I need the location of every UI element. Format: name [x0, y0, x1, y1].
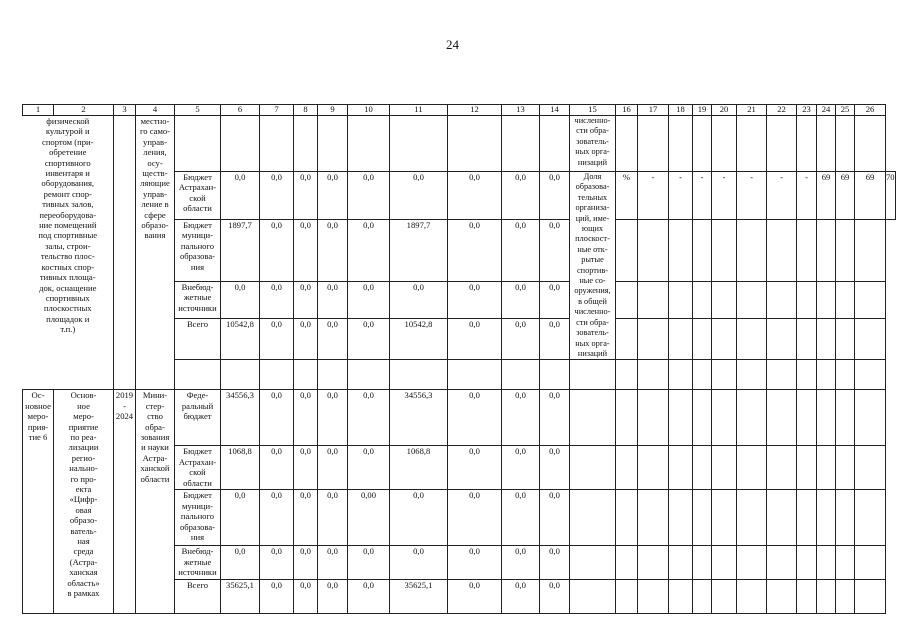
value-cell: 0,0 [294, 546, 318, 580]
empty-cell [855, 390, 886, 446]
column-number: 21 [737, 105, 767, 116]
empty-cell [669, 281, 693, 318]
empty-cell [797, 281, 817, 318]
empty-cell [570, 390, 616, 446]
value-cell: 35625,1 [221, 580, 260, 614]
empty-cell [638, 116, 669, 172]
value-cell: 0,0 [348, 172, 390, 220]
empty-cell [836, 446, 855, 490]
empty-cell [570, 490, 616, 546]
empty-cell [855, 360, 886, 390]
value-cell: 0,0 [318, 580, 348, 614]
activity-description: Основ- ное меро- приятие по реа- лизации регио- нально- го про- екта «Цифр- овая образо- ватель- ная среда (Астра- ханская область» в рамках [54, 390, 114, 614]
empty-cell [767, 446, 797, 490]
empty-cell [616, 116, 638, 172]
empty-cell [737, 546, 767, 580]
value-cell: 0,0 [348, 446, 390, 490]
empty-cell [817, 219, 836, 281]
value-cell: 0,0 [294, 172, 318, 220]
empty-cell [260, 116, 294, 172]
empty-cell [712, 318, 737, 359]
indicator-value: - [638, 172, 669, 220]
value-cell: 0,0 [221, 281, 260, 318]
value-cell: 0,0 [318, 490, 348, 546]
empty-cell [669, 446, 693, 490]
value-cell: 0,0 [390, 490, 448, 546]
indicator-value: 69 [855, 172, 886, 220]
value-cell: 0,0 [502, 490, 540, 546]
value-cell: 0,0 [260, 390, 294, 446]
empty-cell [712, 446, 737, 490]
empty-cell [638, 318, 669, 359]
empty-cell [855, 281, 886, 318]
empty-cell [797, 580, 817, 614]
executor-cell: местно- го само- управ- ления, осу- ществ- ляющие управ- ление в сфере образо- вания [136, 116, 175, 390]
empty-cell [616, 281, 638, 318]
value-cell: 0,0 [318, 172, 348, 220]
column-number: 3 [114, 105, 136, 116]
value-cell: 0,0 [540, 172, 570, 220]
empty-cell [318, 360, 348, 390]
column-number: 20 [712, 105, 737, 116]
empty-cell [693, 446, 712, 490]
funding-source: Бюджет муници- пального образова- ния [175, 219, 221, 281]
column-number: 22 [767, 105, 797, 116]
column-number: 17 [638, 105, 669, 116]
value-cell: 0,0 [390, 546, 448, 580]
empty-cell [693, 490, 712, 546]
empty-cell [737, 281, 767, 318]
period-cell [114, 116, 136, 390]
column-number: 1 [23, 105, 54, 116]
activity-number: Ос- новное меро- прия- тие 6 [23, 390, 54, 614]
value-cell: 0,0 [318, 546, 348, 580]
funding-source: Всего [175, 318, 221, 359]
column-number: 4 [136, 105, 175, 116]
empty-cell [294, 116, 318, 172]
indicator-value: - [669, 172, 693, 220]
empty-cell [712, 219, 737, 281]
empty-cell [448, 360, 502, 390]
empty-cell [175, 360, 221, 390]
empty-cell [712, 490, 737, 546]
column-number: 14 [540, 105, 570, 116]
value-cell: 0,0 [502, 281, 540, 318]
value-cell: 0,0 [448, 281, 502, 318]
empty-cell [616, 390, 638, 446]
value-cell: 0,0 [348, 219, 390, 281]
empty-cell [570, 580, 616, 614]
value-cell: 0,0 [260, 490, 294, 546]
value-cell: 0,0 [260, 318, 294, 359]
empty-cell [638, 281, 669, 318]
value-cell: 0,0 [390, 172, 448, 220]
empty-cell [294, 360, 318, 390]
value-cell: 34556,3 [221, 390, 260, 446]
empty-cell [669, 390, 693, 446]
column-number: 26 [855, 105, 886, 116]
empty-cell [817, 281, 836, 318]
value-cell: 0,0 [260, 281, 294, 318]
empty-cell [669, 318, 693, 359]
value-cell: 35625,1 [390, 580, 448, 614]
funding-source: Бюджет Астрахан- ской области [175, 446, 221, 490]
value-cell: 0,0 [540, 490, 570, 546]
empty-cell [817, 318, 836, 359]
empty-cell [836, 490, 855, 546]
empty-cell [638, 360, 669, 390]
empty-cell [836, 219, 855, 281]
empty-cell [390, 116, 448, 172]
value-cell: 0,0 [502, 580, 540, 614]
empty-cell [669, 490, 693, 546]
empty-cell [817, 116, 836, 172]
value-cell: 10542,8 [221, 318, 260, 359]
value-cell: 0,0 [294, 318, 318, 359]
empty-cell [616, 219, 638, 281]
value-cell: 0,0 [448, 490, 502, 546]
value-cell: 34556,3 [390, 390, 448, 446]
empty-cell [712, 116, 737, 172]
value-cell: 0,0 [540, 390, 570, 446]
value-cell: 0,0 [294, 219, 318, 281]
value-cell: 1068,8 [390, 446, 448, 490]
value-cell: 0,0 [294, 446, 318, 490]
funding-source: Бюджет Астрахан- ской области [175, 172, 221, 220]
empty-cell [390, 360, 448, 390]
empty-cell [737, 360, 767, 390]
value-cell: 10542,8 [390, 318, 448, 359]
empty-cell [669, 116, 693, 172]
empty-cell [570, 546, 616, 580]
empty-cell [693, 318, 712, 359]
value-cell: 0,0 [260, 446, 294, 490]
empty-cell [616, 546, 638, 580]
empty-cell [638, 580, 669, 614]
value-cell: 0,0 [448, 318, 502, 359]
empty-cell [767, 318, 797, 359]
column-number: 2 [54, 105, 114, 116]
value-cell: 0,0 [221, 172, 260, 220]
empty-cell [767, 546, 797, 580]
empty-cell [817, 546, 836, 580]
funding-source: Внебюд- жетные источники [175, 281, 221, 318]
value-cell: 0,0 [448, 219, 502, 281]
indicator-name: Доля образова- тельных организа- ций, име- ющих плоскост- ные отк- рытые спортив- ные со- оружения, в общей численно- сти обра- зователь- ных орга- низаций [570, 172, 616, 360]
empty-cell [855, 580, 886, 614]
empty-cell [540, 116, 570, 172]
empty-cell [348, 360, 390, 390]
column-number: 10 [348, 105, 390, 116]
column-number: 13 [502, 105, 540, 116]
value-cell: 0,0 [448, 546, 502, 580]
empty-cell [797, 490, 817, 546]
empty-cell [502, 360, 540, 390]
value-cell: 0,0 [540, 219, 570, 281]
empty-cell [767, 360, 797, 390]
indicator-value: - [767, 172, 797, 220]
value-cell: 0,0 [260, 219, 294, 281]
value-cell: 0,0 [348, 580, 390, 614]
column-number: 23 [797, 105, 817, 116]
empty-cell [669, 546, 693, 580]
empty-cell [570, 360, 616, 390]
empty-cell [712, 360, 737, 390]
empty-cell [855, 116, 886, 172]
empty-cell [797, 219, 817, 281]
empty-cell [797, 546, 817, 580]
empty-cell [767, 580, 797, 614]
column-number: 25 [836, 105, 855, 116]
column-number: 6 [221, 105, 260, 116]
page-number: 24 [446, 37, 459, 52]
empty-cell [693, 390, 712, 446]
table-row [23, 390, 896, 446]
empty-cell [797, 390, 817, 446]
empty-cell [616, 490, 638, 546]
empty-cell [855, 318, 886, 359]
empty-cell [855, 490, 886, 546]
unit-cell: % [616, 172, 638, 220]
empty-cell [836, 281, 855, 318]
empty-cell [797, 360, 817, 390]
empty-cell [797, 446, 817, 490]
value-cell: 0,0 [448, 446, 502, 490]
value-cell: 0,0 [221, 490, 260, 546]
empty-cell [693, 360, 712, 390]
indicator-name-top: численно- сти обра- зователь- ных орга- низаций [570, 116, 616, 172]
empty-cell [797, 116, 817, 172]
activity-description: физической культурой и спортом (при- обретение спортивного инвентаря и оборудования, ремонт спор- тивных залов, переоборудова- ние помещений под спортивные залы, строи- тельство плос- костных спор- тивных площа- док, оснащение спортивных плоскостных площадок и т.п.) [23, 116, 114, 390]
empty-cell [855, 546, 886, 580]
empty-cell [712, 546, 737, 580]
empty-cell [737, 390, 767, 446]
empty-cell [817, 490, 836, 546]
value-cell: 0,0 [502, 318, 540, 359]
empty-cell [638, 446, 669, 490]
budget-table [22, 104, 896, 614]
empty-cell [616, 318, 638, 359]
empty-cell [260, 360, 294, 390]
empty-cell [669, 219, 693, 281]
empty-cell [712, 281, 737, 318]
value-cell: 0,0 [318, 390, 348, 446]
empty-cell [767, 490, 797, 546]
empty-cell [318, 116, 348, 172]
funding-source: Всего [175, 580, 221, 614]
empty-cell [669, 580, 693, 614]
empty-cell [737, 580, 767, 614]
column-number: 16 [616, 105, 638, 116]
empty-cell [693, 546, 712, 580]
empty-cell [712, 390, 737, 446]
column-number: 8 [294, 105, 318, 116]
column-number: 7 [260, 105, 294, 116]
value-cell: 0,0 [348, 281, 390, 318]
table-row [23, 116, 896, 172]
value-cell: 0,0 [448, 580, 502, 614]
empty-cell [221, 116, 260, 172]
empty-cell [693, 580, 712, 614]
column-number: 18 [669, 105, 693, 116]
empty-cell [712, 580, 737, 614]
empty-cell [737, 446, 767, 490]
empty-cell [836, 116, 855, 172]
empty-cell [836, 390, 855, 446]
value-cell: 0,0 [502, 219, 540, 281]
empty-cell [616, 580, 638, 614]
column-number: 19 [693, 105, 712, 116]
value-cell: 0,0 [260, 580, 294, 614]
empty-cell [669, 360, 693, 390]
empty-cell [638, 390, 669, 446]
empty-cell [221, 360, 260, 390]
empty-cell [638, 219, 669, 281]
empty-cell [767, 390, 797, 446]
empty-cell [817, 446, 836, 490]
value-cell: 0,0 [318, 318, 348, 359]
empty-cell [693, 281, 712, 318]
empty-cell [737, 490, 767, 546]
value-cell: 0,0 [294, 580, 318, 614]
column-number: 15 [570, 105, 616, 116]
indicator-value: - [797, 172, 817, 220]
value-cell: 0,0 [502, 546, 540, 580]
value-cell: 0,0 [348, 318, 390, 359]
period-cell: 2019 - 2024 [114, 390, 136, 614]
empty-cell [737, 116, 767, 172]
value-cell: 1068,8 [221, 446, 260, 490]
empty-cell [638, 490, 669, 546]
value-cell: 0,0 [260, 172, 294, 220]
empty-cell [817, 580, 836, 614]
empty-cell [638, 546, 669, 580]
value-cell: 0,0 [390, 281, 448, 318]
value-cell: 0,0 [540, 546, 570, 580]
value-cell: 0,00 [348, 490, 390, 546]
value-cell: 0,0 [540, 446, 570, 490]
value-cell: 0,0 [318, 446, 348, 490]
empty-cell [502, 116, 540, 172]
empty-cell [836, 580, 855, 614]
empty-cell [737, 219, 767, 281]
value-cell: 0,0 [348, 546, 390, 580]
value-cell: 0,0 [502, 172, 540, 220]
indicator-value: 69 [817, 172, 836, 220]
indicator-value: 70 [886, 172, 896, 220]
column-number: 9 [318, 105, 348, 116]
empty-cell [836, 318, 855, 359]
value-cell: 0,0 [502, 446, 540, 490]
value-cell: 1897,7 [221, 219, 260, 281]
value-cell: 0,0 [260, 546, 294, 580]
value-cell: 1897,7 [390, 219, 448, 281]
empty-cell [693, 219, 712, 281]
column-number: 12 [448, 105, 502, 116]
empty-cell [767, 219, 797, 281]
empty-cell [855, 219, 886, 281]
value-cell: 0,0 [502, 390, 540, 446]
value-cell: 0,0 [540, 281, 570, 318]
empty-cell [570, 446, 616, 490]
empty-cell [448, 116, 502, 172]
empty-cell [817, 390, 836, 446]
column-number: 24 [817, 105, 836, 116]
empty-cell [348, 116, 390, 172]
empty-cell [616, 446, 638, 490]
value-cell: 0,0 [294, 490, 318, 546]
value-cell: 0,0 [348, 390, 390, 446]
empty-cell [855, 446, 886, 490]
empty-cell [836, 546, 855, 580]
value-cell: 0,0 [294, 281, 318, 318]
value-cell: 0,0 [448, 390, 502, 446]
funding-source: Феде- ральный бюджет [175, 390, 221, 446]
value-cell: 0,0 [540, 580, 570, 614]
empty-cell [693, 116, 712, 172]
empty-cell [767, 116, 797, 172]
value-cell: 0,0 [294, 390, 318, 446]
empty-cell [836, 360, 855, 390]
column-number: 5 [175, 105, 221, 116]
value-cell: 0,0 [221, 546, 260, 580]
value-cell: 0,0 [318, 281, 348, 318]
funding-source: Внебюд- жетные источники [175, 546, 221, 580]
indicator-value: - [712, 172, 737, 220]
indicator-value: - [737, 172, 767, 220]
value-cell: 0,0 [318, 219, 348, 281]
funding-source: Бюджет муници- пального образова- ния [175, 490, 221, 546]
column-number: 11 [390, 105, 448, 116]
value-cell: 0,0 [540, 318, 570, 359]
empty-cell [616, 360, 638, 390]
empty-cell [175, 116, 221, 172]
column-number-row [23, 105, 896, 116]
empty-cell [540, 360, 570, 390]
value-cell: 0,0 [448, 172, 502, 220]
empty-cell [767, 281, 797, 318]
empty-cell [737, 318, 767, 359]
executor-cell: Мини- стер- ство обра- зования и науки Астра- ханской области [136, 390, 175, 614]
empty-cell [797, 318, 817, 359]
indicator-value: - [693, 172, 712, 220]
indicator-value: 69 [836, 172, 855, 220]
empty-cell [817, 360, 836, 390]
